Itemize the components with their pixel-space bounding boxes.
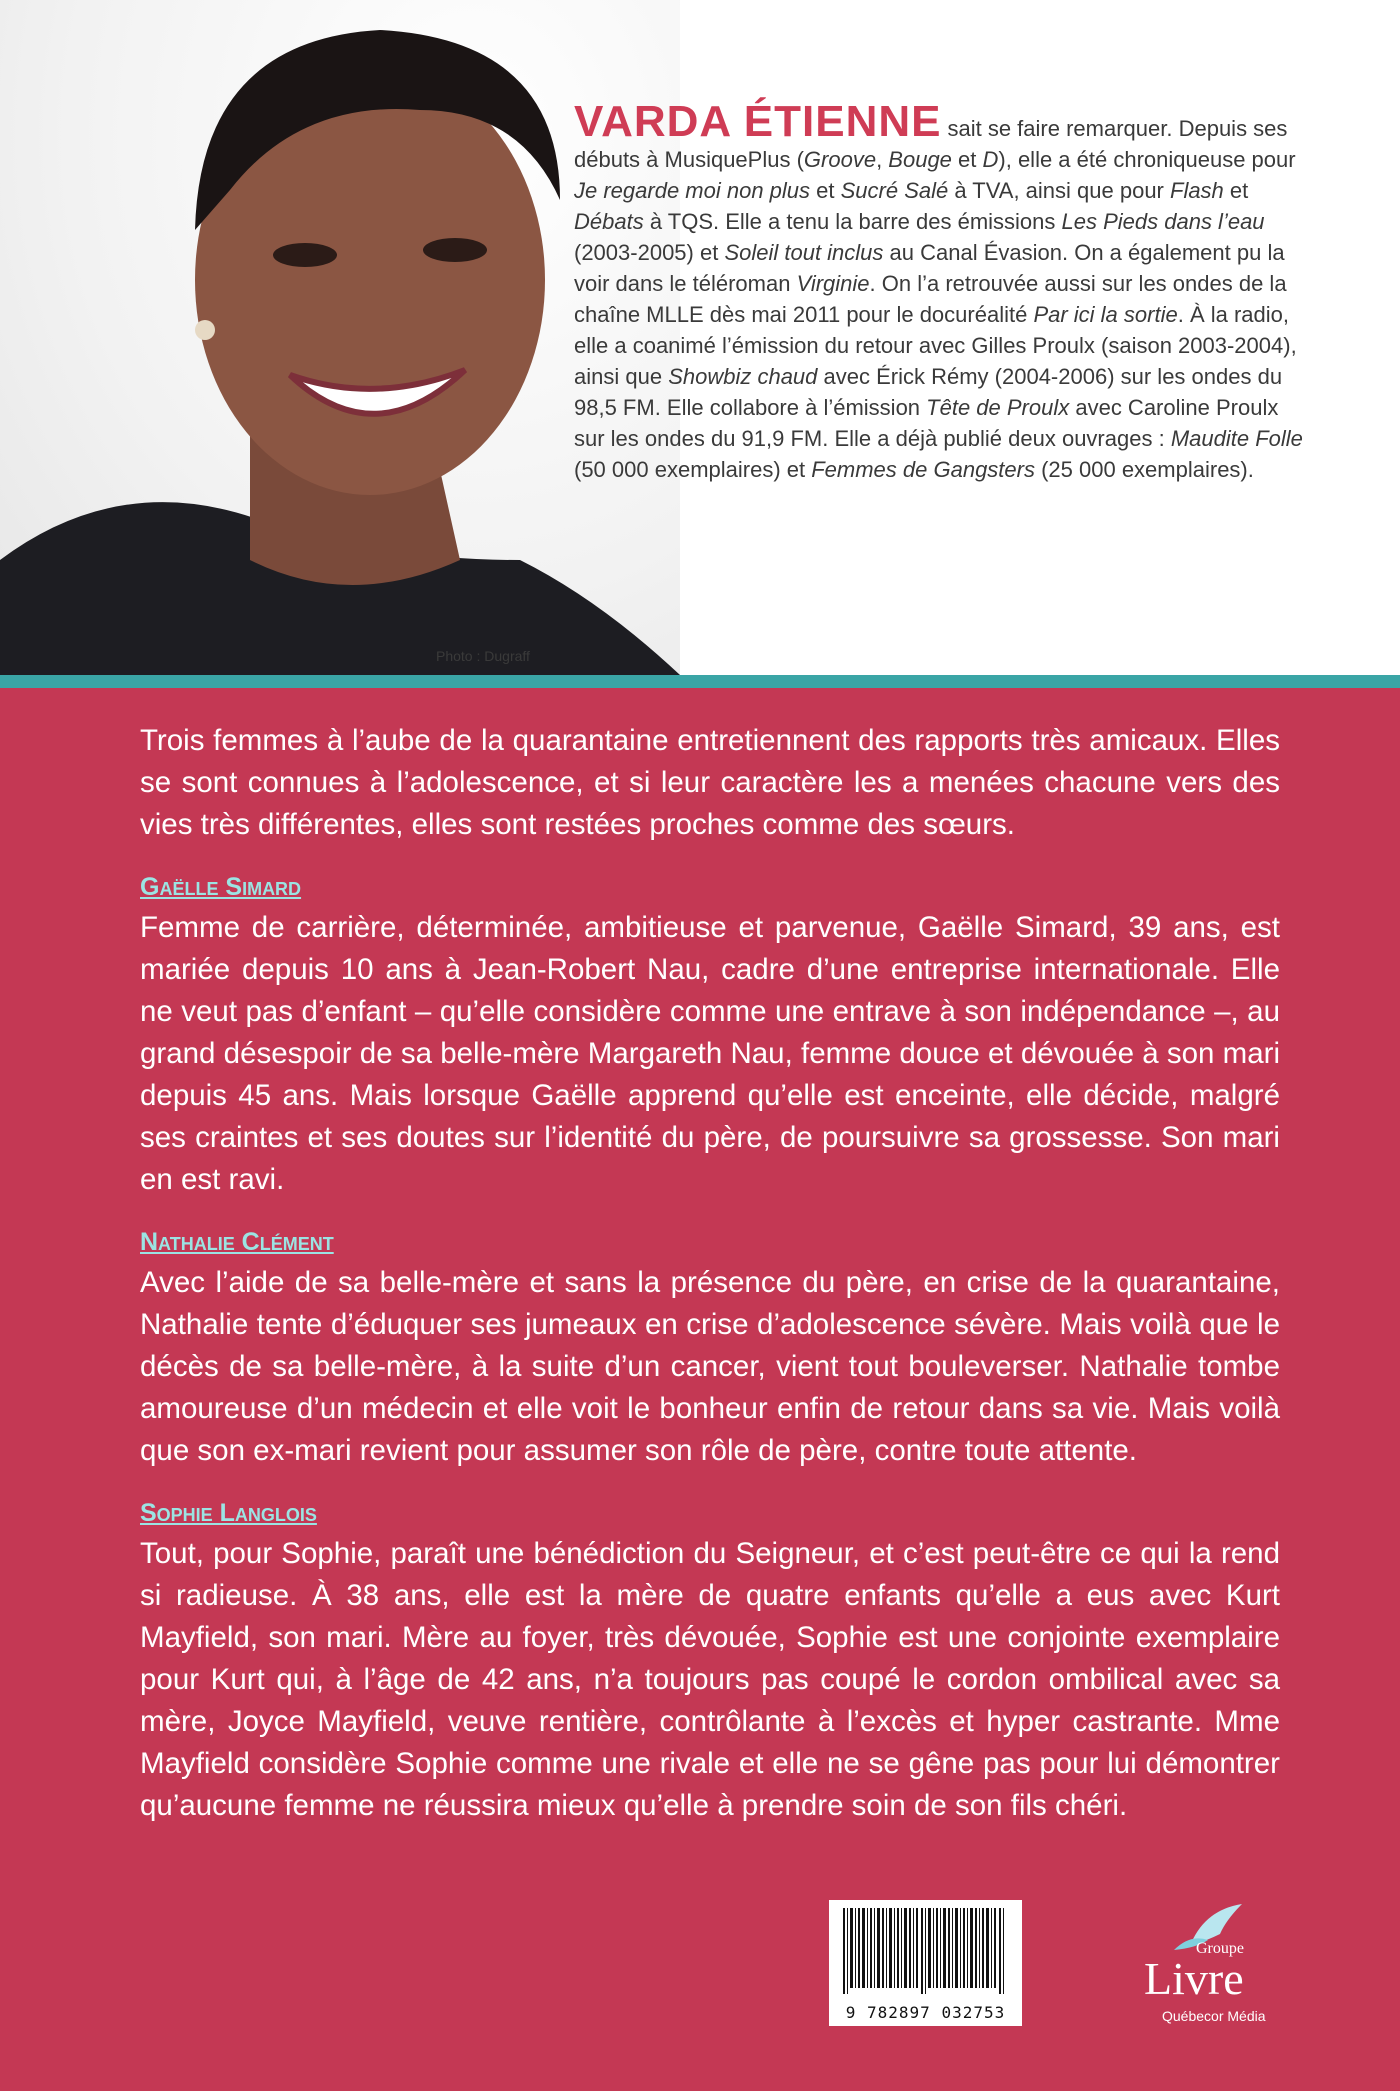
bio-title-italic: Sucré Salé	[840, 178, 949, 203]
isbn-digits: 9 782897 032753	[845, 2003, 1006, 2022]
bio-text-segment: ), elle a été chroniqueuse pour	[998, 147, 1296, 172]
bio-text-segment: . On l’a retrouvée aussi sur les ondes de la chaîne MLLE dès mai 2011 pour le docuréalité	[574, 271, 1287, 327]
author-bio	[574, 97, 1314, 485]
section-nathalie	[140, 1217, 1280, 1472]
section-text: Avec l’aide de sa belle-mère et sans la présence du père, en crise de la quarantaine, Nathalie tente d’éduquer ses jumeaux en crise d’adolescence sévère. Mais voilà que le décès de sa belle-mère, à la suite d’un cancer, vient tout bouleverser. Nathalie tombe amoureuse d’un médecin et elle voit le bonheur enfin de retour dans sa vie. Mais voilà que son ex-mari revient pour assumer son rôle de père, contre toute attente.	[140, 1266, 1280, 1467]
bio-title-italic: Tête de Proulx	[926, 395, 1070, 420]
bio-title-italic: Maudite Folle	[1170, 426, 1303, 451]
bio-title-italic: Soleil tout inclus	[724, 240, 884, 265]
bio-text-segment: (50 000 exemplaires) et	[574, 457, 812, 482]
bio-text-segment: (2003-2005) et	[574, 240, 725, 265]
publisher-quebecor: Québecor Média	[1162, 2008, 1266, 2024]
bio-text-segment: au Canal Évasion. On a également pu la voir dans le téléroman	[574, 240, 1285, 296]
intro-paragraph: Trois femmes à l’aube de la quarantaine entretiennent des rapports très amicaux. Elles se sont connues à l’adolescence, et si leur caractère les a menées chacune vers des vies très différentes, elles sont restées proches comme des sœurs.	[140, 724, 1280, 841]
bio-text-segment: (25 000 exemplaires).	[1034, 457, 1254, 482]
isbn-barcode	[829, 1900, 1022, 2026]
bio-title-italic: Par ici la sortie	[1033, 302, 1178, 327]
bio-text-segment: et	[1223, 178, 1249, 203]
bio-text-segment: ,	[876, 147, 889, 172]
bio-text-segment: et	[951, 147, 983, 172]
bio-title-italic: Je regarde moi non plus	[574, 178, 811, 203]
author-section	[0, 0, 1400, 675]
publisher-livre: Livre	[1144, 1953, 1244, 2004]
bio-text	[574, 116, 1303, 482]
section-heading: Nathalie Clément	[140, 1228, 334, 1256]
bio-title-italic: Showbiz chaud	[668, 364, 818, 389]
bio-text-segment: à TVA, ainsi que pour	[948, 178, 1170, 203]
bio-text-segment: . À la radio, elle a coanimé l’émission du retour avec Gilles Proulx (saison 2003-2004), ainsi que	[574, 302, 1297, 389]
bio-title-italic: Femmes de Gangsters	[811, 457, 1035, 482]
section-heading: Sophie Langlois	[140, 1499, 317, 1527]
synopsis-content	[140, 720, 1280, 1843]
teal-divider	[0, 675, 1400, 688]
bio-title-italic: Les Pieds dans l’eau	[1061, 209, 1265, 234]
bio-title-italic: Bouge	[888, 147, 952, 172]
section-heading: Gaëlle Simard	[140, 873, 302, 901]
section-gaelle	[140, 862, 1280, 1201]
bio-title-italic: Groove	[803, 147, 877, 172]
bio-text-segment: sait se faire remarquer. Depuis ses débuts à MusiquePlus (	[574, 116, 1288, 172]
section-text: Tout, pour Sophie, paraît une bénédiction du Seigneur, et c’est peut-être ce qui la rend si radieuse. À 38 ans, elle est la mère de quatre enfants qu’elle a eus avec Kurt Mayfield, son mari. Mère au foyer, très dévouée, Sophie est une conjointe exemplaire pour Kurt qui, à l’âge de 42 ans, n’a toujours pas coupé le cordon ombilical avec sa mère, Joyce Mayfield, veuve rentière, contrôlante à l’excès et hyper castrante. Mme Mayfield considère Sophie comme une rivale et elle ne se gêne pas pour lui démontrer qu’aucune femme ne réussira mieux qu’elle à prendre soin de son fils chéri.	[140, 1537, 1280, 1822]
bio-title-italic: D	[982, 147, 999, 172]
bio-text-segment: avec Caroline Proulx sur les ondes du 91,9 FM. Elle a déjà publié deux ouvrages :	[574, 395, 1279, 451]
barcode-bars	[829, 1900, 1022, 2000]
publisher-groupe: Groupe	[1196, 1940, 1244, 1957]
bio-title-italic: Débats	[574, 209, 644, 234]
author-name: VARDA ÉTIENNE	[574, 97, 942, 146]
photo-credit: Photo : Dugraff	[436, 648, 530, 664]
publisher-logo	[1134, 1900, 1284, 2030]
bio-text-segment: et	[810, 178, 841, 203]
bio-title-italic: Flash	[1170, 178, 1224, 203]
section-sophie	[140, 1488, 1280, 1827]
bio-text-segment: à TQS. Elle a tenu la barre des émissions	[643, 209, 1062, 234]
section-text: Femme de carrière, déterminée, ambitieuse et parvenue, Gaëlle Simard, 39 ans, est mariée depuis 10 ans à Jean-Robert Nau, cadre d’une entreprise internationale. Elle ne veut pas d’enfant – qu’elle considère comme une entrave à son indépendance –, au grand désespoir de sa belle-mère Margareth Nau, femme douce et dévouée à son mari depuis 45 ans. Mais lorsque Gaëlle apprend qu’elle est enceinte, elle décide, malgré ses craintes et ses doutes sur l’identité du père, de poursuivre sa grossesse. Son mari en est ravi.	[140, 911, 1280, 1196]
bio-title-italic: Virginie	[796, 271, 870, 296]
synopsis-section	[0, 688, 1400, 2091]
bio-text-segment: avec Érick Rémy (2004-2006) sur les ondes du 98,5 FM. Elle collabore à l’émission	[574, 364, 1283, 420]
